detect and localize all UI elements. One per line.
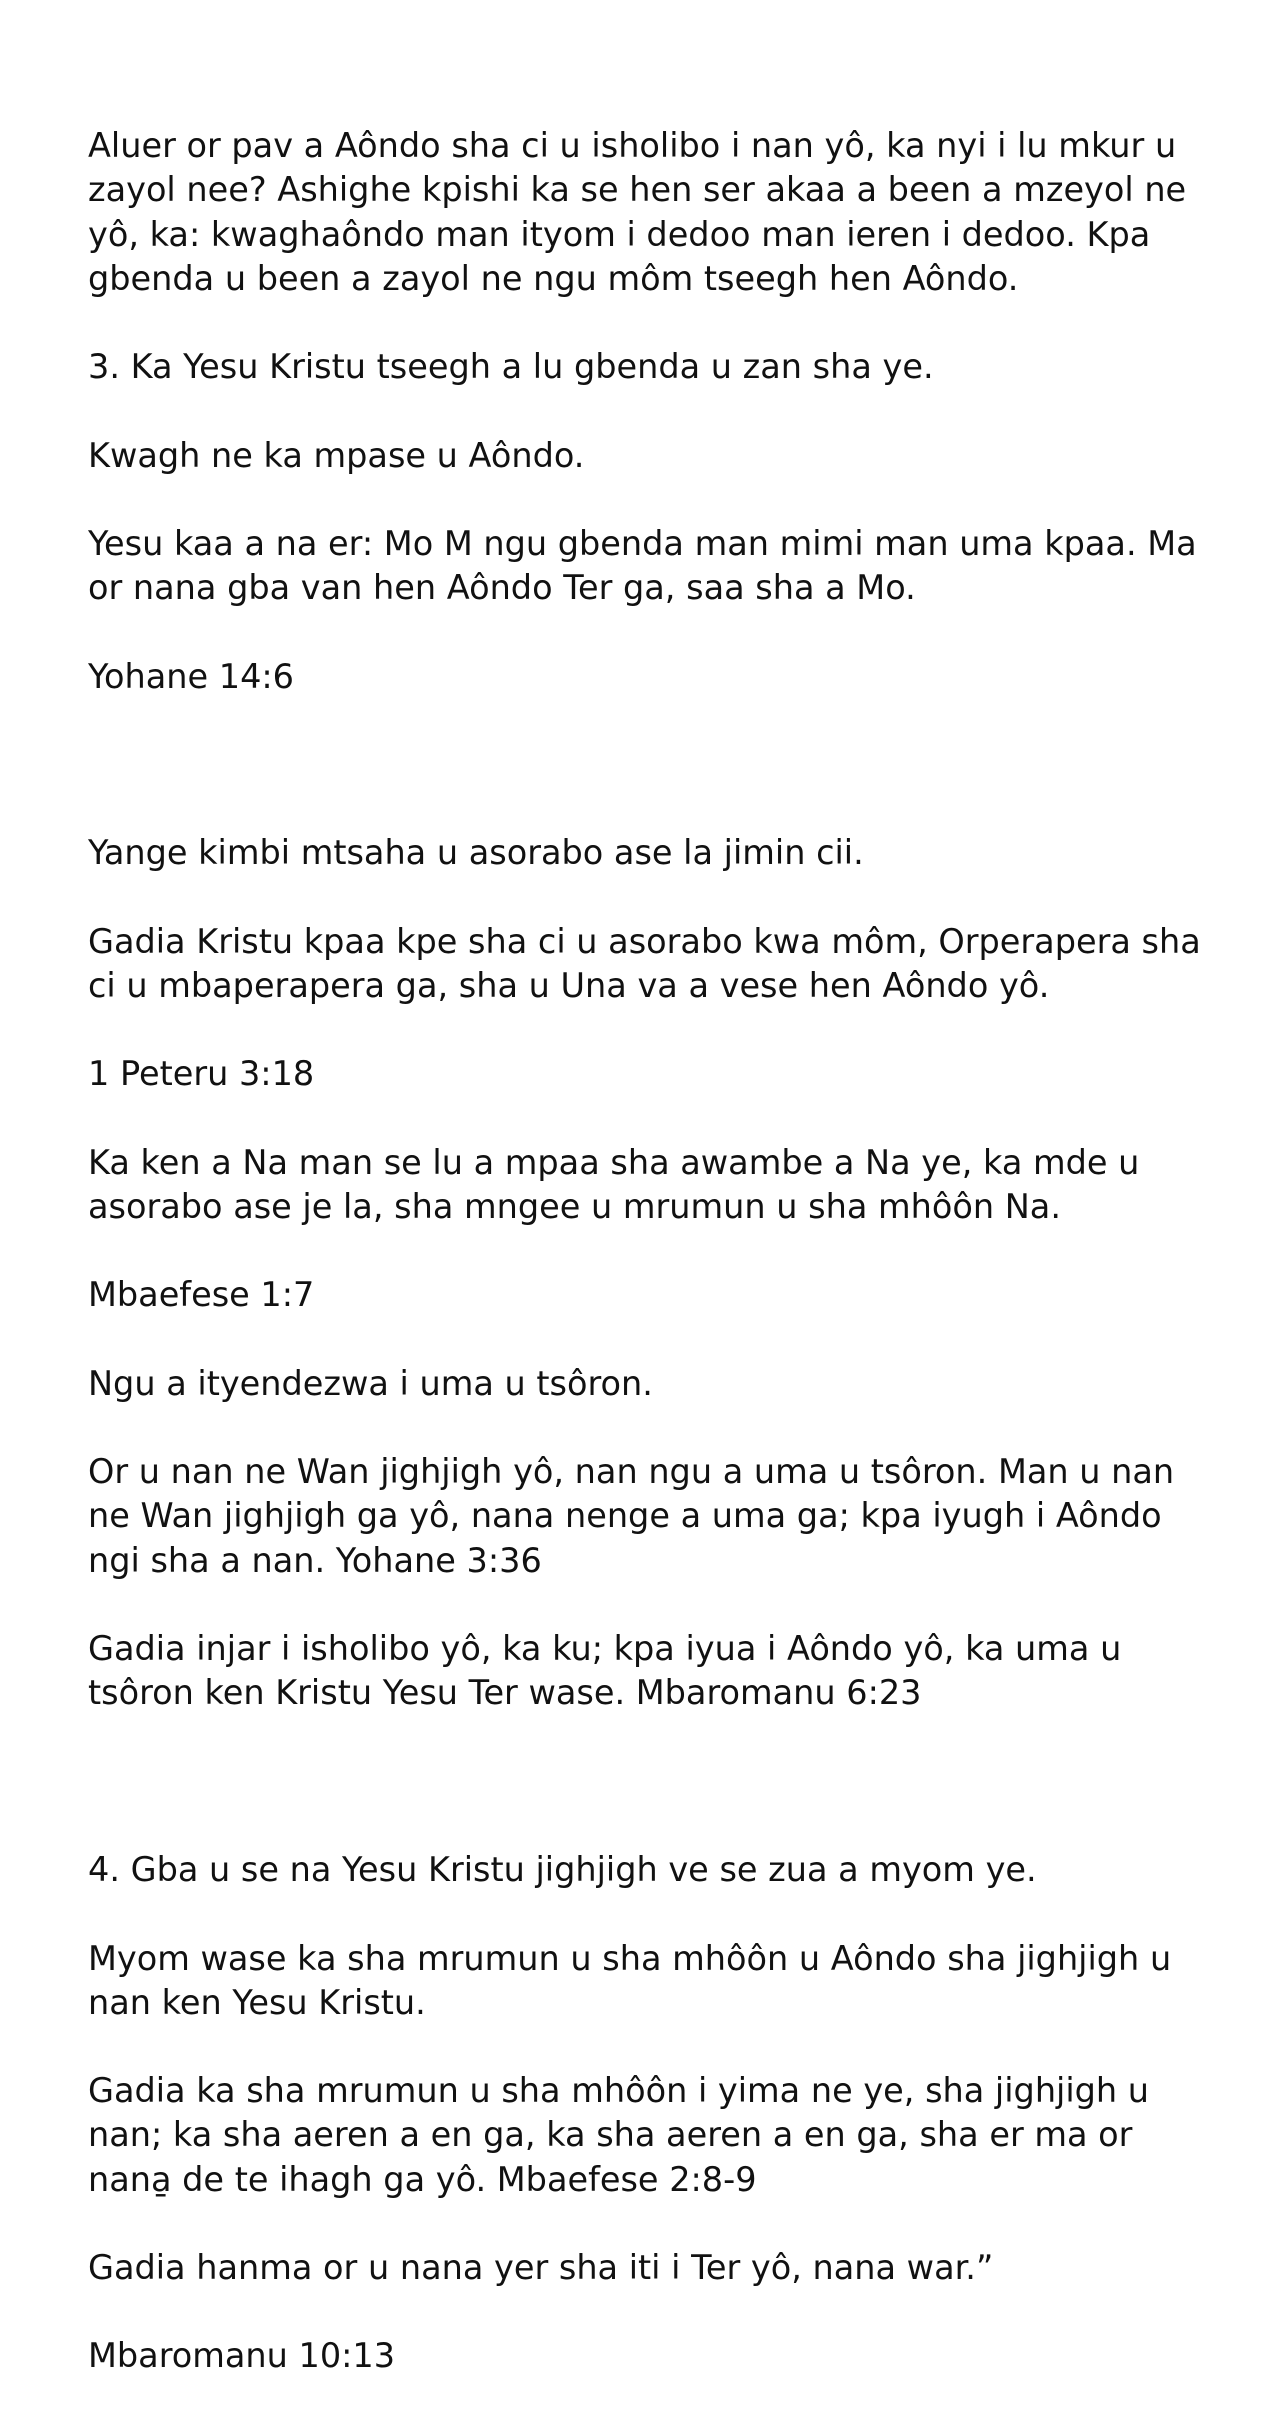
verse-text: Or u nan ne Wan jighjigh yô, nan ngu a uma u tsôron. Man u nan ne Wan jighjigh ga yô, nana nenge a uma ga; kpa iyugh i Aôndo ngi sha a nan. Yohane 3:36 bbox=[88, 1452, 1175, 1580]
verse-reference: Yohane 14:6 bbox=[88, 656, 294, 696]
blank-line bbox=[88, 743, 1218, 787]
verse-reference: Mbaefese 1:7 bbox=[88, 1275, 315, 1315]
verse-reference: 1 Peteru 3:18 bbox=[88, 1054, 315, 1094]
verse-reference: Mbaromanu 10:13 bbox=[88, 2336, 396, 2376]
paragraph: Yange kimbi mtsaha u asorabo ase la jimin cii. bbox=[88, 833, 864, 873]
verse-text: Yesu kaa a na er: Mo M ngu gbenda man mimi man uma kpaa. Ma or nana gba van hen Aôndo Ter ga, saa sha a Mo. bbox=[88, 524, 1197, 608]
paragraph-intro: Aluer or pav a Aôndo sha ci u isholibo i nan yô, ka nyi i lu mkur u zayol nee? Ashighe kpishi ka se hen ser akaa a been a mzeyol ne yô, ka: kwaghaôndo man ityom i dedoo man ieren i dedoo. Kpa gbenda u been a zayol ne ngu môm tseegh hen Aôndo. bbox=[88, 126, 1187, 298]
body-text bbox=[88, 80, 1218, 2423]
paragraph: Kwagh ne ka mpase u Aôndo. bbox=[88, 435, 585, 475]
heading-point-3: 3. Ka Yesu Kristu tseegh a lu gbenda u zan sha ye. bbox=[88, 347, 934, 387]
verse-text: Gadia hanma or u nana yer sha iti i Ter yô, nana war.” bbox=[88, 2247, 994, 2287]
paragraph: Myom wase ka sha mrumun u sha mhôôn u Aôndo sha jighjigh u nan ken Yesu Kristu. bbox=[88, 1938, 1172, 2022]
verse-text: Gadia Kristu kpaa kpe sha ci u asorabo kwa môm, Orperapera sha ci u mbaperapera ga, sha u Una va a vese hen Aôndo yô. bbox=[88, 921, 1201, 1006]
verse-text: Gadia ka sha mrumun u sha mhôôn i yima ne ye, sha jighjigh u nan; ka sha aeren a en ga, ka sha aeren a en ga, sha er ma or nana̱ de te ihagh ga yô. Mbaefese 2:8-9 bbox=[88, 2071, 1150, 2199]
paragraph: Ngu a ityendezwa i uma u tsôron. bbox=[88, 1363, 653, 1403]
blank-line bbox=[88, 1760, 1218, 1804]
verse-text: Gadia injar i isholibo yô, ka ku; kpa iyua i Aôndo yô, ka uma u tsôron ken Kristu Yesu Ter wase. Mbaromanu 6:23 bbox=[88, 1629, 1122, 1713]
verse-text: Ka ken a Na man se lu a mpaa sha awambe a Na ye, ka mde u asorabo ase je la, sha mngee u mrumun u sha mhôôn Na. bbox=[88, 1142, 1140, 1227]
heading-point-4: 4. Gba u se na Yesu Kristu jighjigh ve se zua a myom ye. bbox=[88, 1850, 1037, 1890]
